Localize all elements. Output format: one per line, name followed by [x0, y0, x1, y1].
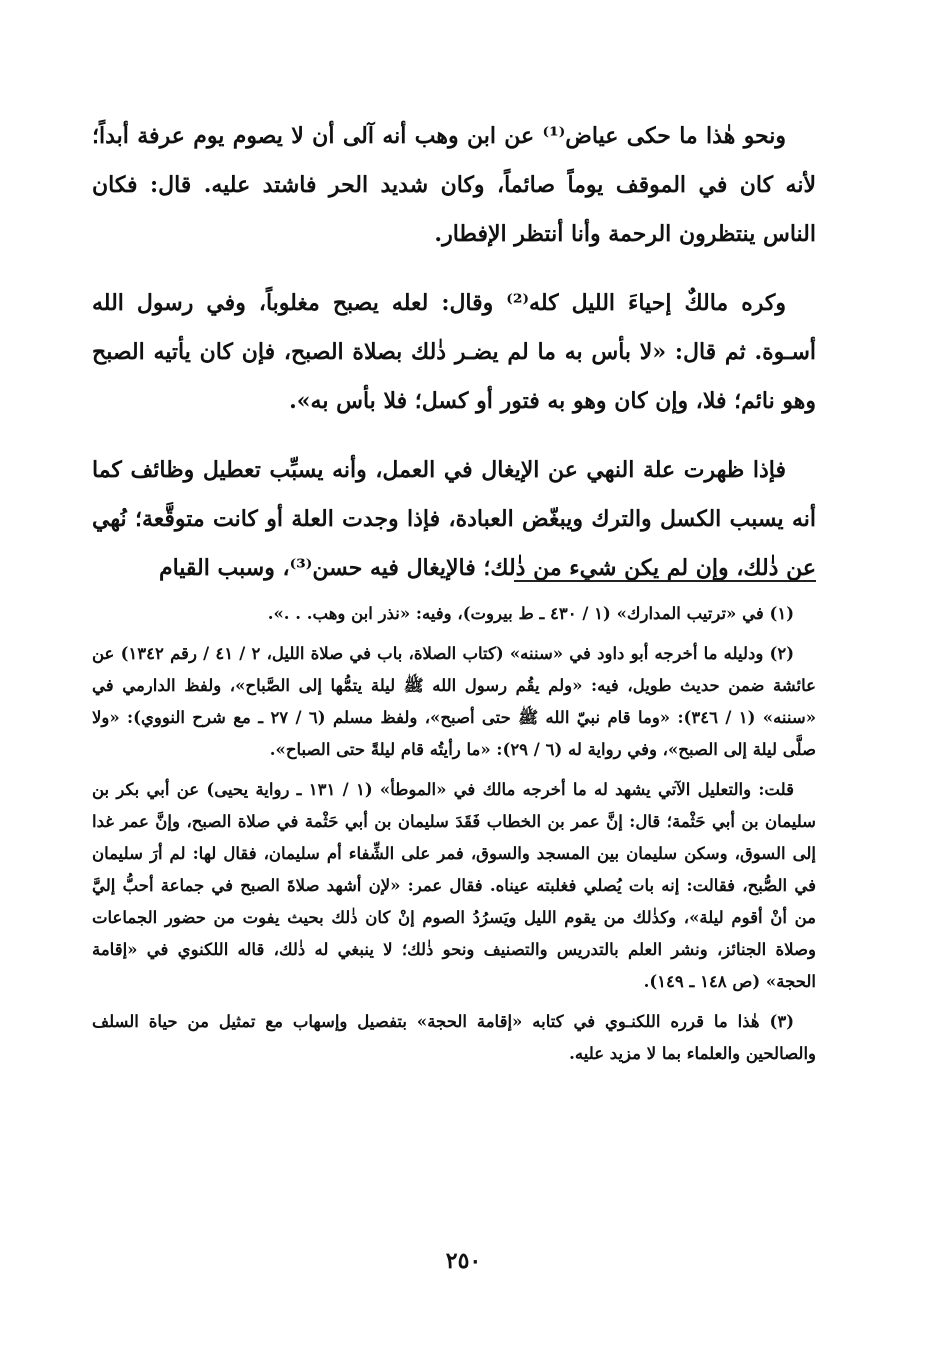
footnotes-block: [92, 598, 816, 1078]
footnote-2-continuation: قلت: والتعليل الآتي يشهد له ما أخرجه مالك في «الموطأ» (١ / ١٣١ ـ رواية يحيى) عن أبي بكر بن سليمان بن أبي حَثْمة؛ قال: إنَّ عمر بن الخطاب فَقَدَ سليمان بن أبي حَثْمة في صلاة الصبح، وإنَّ عمر غدا إلى السوق، وسكن سليمان بين المسجد والسوق، فمر على الشِّفاء أم سليمان، فقال لها: لم أرَ سليمان في الصُّبح، فقالت: إنه بات يُصلي فغلبته عيناه. فقال عمر: «لإن أشهد صلاةَ الصبح في جماعة أحبُّ إليَّ من أنْ أقوم ليلة»، وكذٰلك من يقوم الليل ويَسرُدُ الصوم إنْ كان ذٰلك بحيث يفوت من حضور الجماعات وصلاة الجنائز، ونشر العلم بالتدريس والتصنيف ونحو ذٰلك؛ لا ينبغي له ذٰلك، قاله اللكنوي في «إقامة الحجة» (ص ١٤٨ ـ ١٤٩).: [92, 780, 816, 991]
footnote-separator-line: [514, 580, 816, 582]
footnote-2: (٢) ودليله ما أخرجه أبو داود في «سننه» (كتاب الصلاة، باب في صلاة الليل، ٢ / ٤١ / رقم ١٣٤٢) عن عائشة ضمن حديث طويل، فيه: «ولم يقُم رسول الله ﷺ ليلة يتمُّها إلى الصَّباح»، ولفظ الدارمي في «سننه» (١ / ٣٤٦): «وما قام نبيّ الله ﷺ حتى أصبح»، ولفظ مسلم (٦ / ٢٧ ـ مع شرح النووي): «ولا صلَّى ليلة إلى الصبح»، وفي رواية له (٦ / ٢٩): «ما رأيتُه قام ليلةً حتى الصباح».: [92, 644, 817, 759]
page-number: ٢٥٠: [445, 1248, 482, 1274]
body-paragraph-2: وكره مالكٌ إحياءَ الليل كله⁽²⁾ وقال: لعله يصبح مغلوباً، وفي رسول الله أسـوة. ثم قال: «لا بأس به ما لم يضـر ذٰلك بصلاة الصبح، فإن كان يأتيه الصبح وهو نائم؛ فلا، وإن كان وهو به فتور أو كسل؛ فلا بأس به».: [92, 290, 816, 414]
body-paragraph-3: فإذا ظهرت علة النهي عن الإيغال في العمل، وأنه يسبِّب تعطيل وظائف كما أنه يسبب الكسل والترك ويبغّض العبادة، فإذا وجدت العلة أو كانت متوقَّعة؛ نُهي عن ذٰلك، وإن لم يكن شيء من ذٰلك؛ فالإيغال فيه حسن⁽³⁾، وسبب القيام: [92, 457, 816, 581]
main-text-block: [92, 112, 816, 613]
body-paragraph-1: ونحو هٰذا ما حكى عياض⁽¹⁾ عن ابن وهب أنه آلى أن لا يصوم يوم عرفة أبداً؛ لأنه كان في الموقف يوماً صائماً، وكان شديد الحر فاشتد عليه. قال: فكان الناس ينتظرون الرحمة وأنا أنتظر الإفطار.: [92, 123, 816, 247]
footnote-3: (٣) هٰذا ما قرره اللكنـوي في كتابه «إقامة الحجة» بتفصيل وإسهاب مع تمثيل من حياة السلف والصالحين والعلماء بما لا مزيد عليه.: [92, 1012, 816, 1063]
footnote-1: (١) في «ترتيب المدارك» (١ / ٤٣٠ ـ ط بيروت)، وفيه: «نذر ابن وهب. . .».: [267, 604, 794, 623]
